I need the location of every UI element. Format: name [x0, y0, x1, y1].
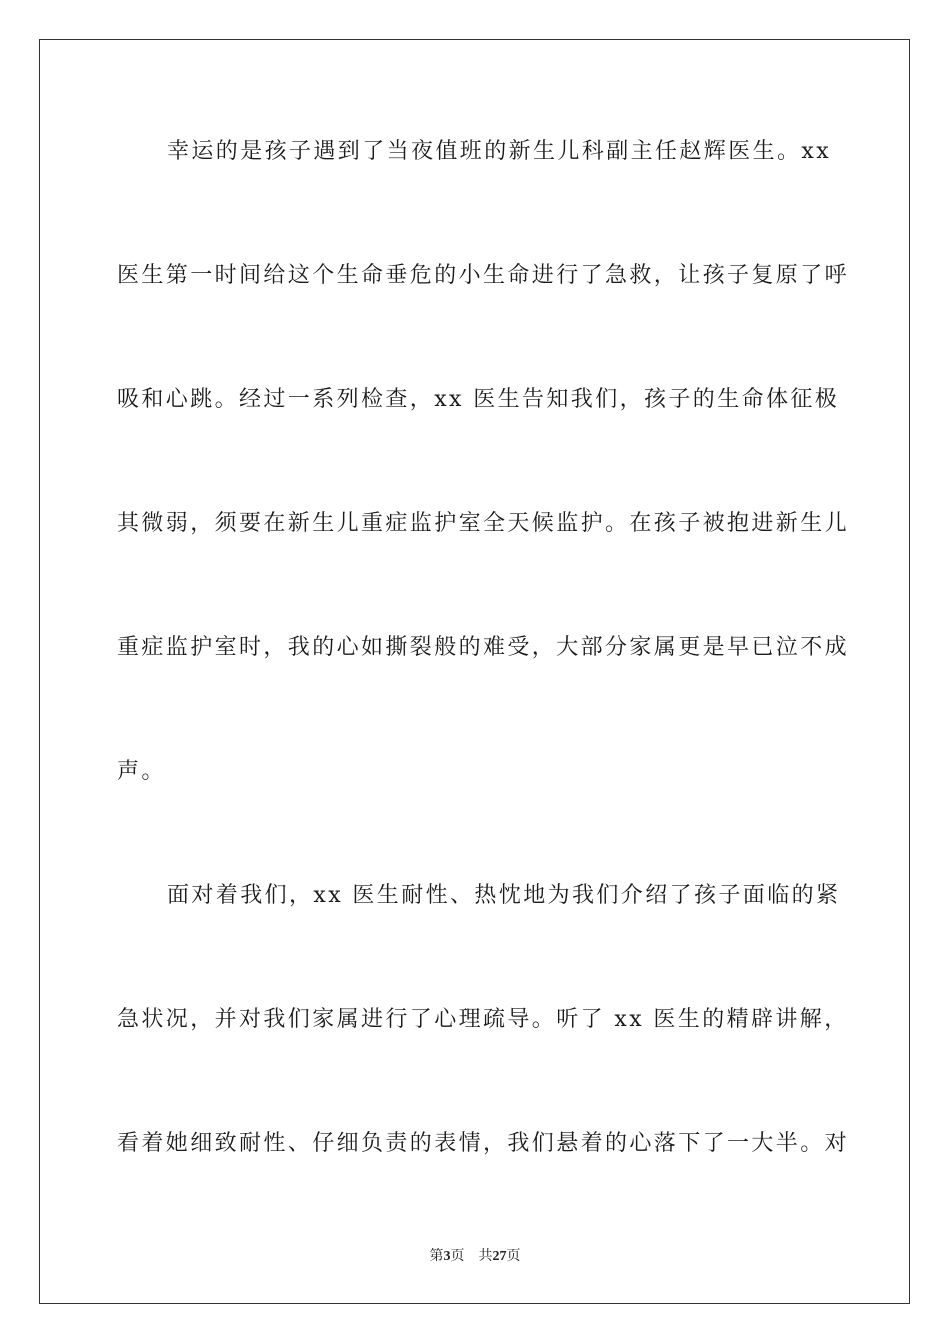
text-line: 看着她细致耐性、仔细负责的表情，我们悬着的心落下了一大半。对 — [117, 1131, 850, 1156]
total-pages: 27 — [492, 1249, 507, 1264]
page-border — [39, 39, 910, 1304]
footer-total-suffix: 页 — [506, 1249, 521, 1264]
page-footer — [0, 1248, 950, 1266]
text-line: 重症监护室时，我的心如撕裂般的难受，大部分家属更是早已泣不成 — [117, 635, 850, 660]
text-line: 吸和心跳。经过一系列检查，xx 医生告知我们，孩子的生命体征极 — [117, 387, 840, 412]
text-line: 面对着我们，xx 医生耐性、热忱地为我们介绍了孩子面临的紧 — [167, 883, 841, 908]
text-line: 急状况，并对我们家属进行了心理疏导。听了 xx 医生的精辟讲解， — [117, 1007, 849, 1032]
text-line: 医生第一时间给这个生命垂危的小生命进行了急救，让孩子复原了呼 — [117, 263, 850, 288]
text-line: 幸运的是孩子遇到了当夜值班的新生儿科副主任赵辉医生。xx — [167, 139, 832, 164]
footer-page-suffix: 页 — [450, 1249, 465, 1264]
text-line: 其微弱，须要在新生儿重症监护室全天候监护。在孩子被抱进新生儿 — [117, 511, 850, 536]
footer-total-prefix: 共 — [478, 1249, 493, 1264]
page-number: 3 — [443, 1249, 451, 1264]
footer-prefix: 第 — [429, 1249, 444, 1264]
text-line: 声。 — [117, 759, 166, 784]
